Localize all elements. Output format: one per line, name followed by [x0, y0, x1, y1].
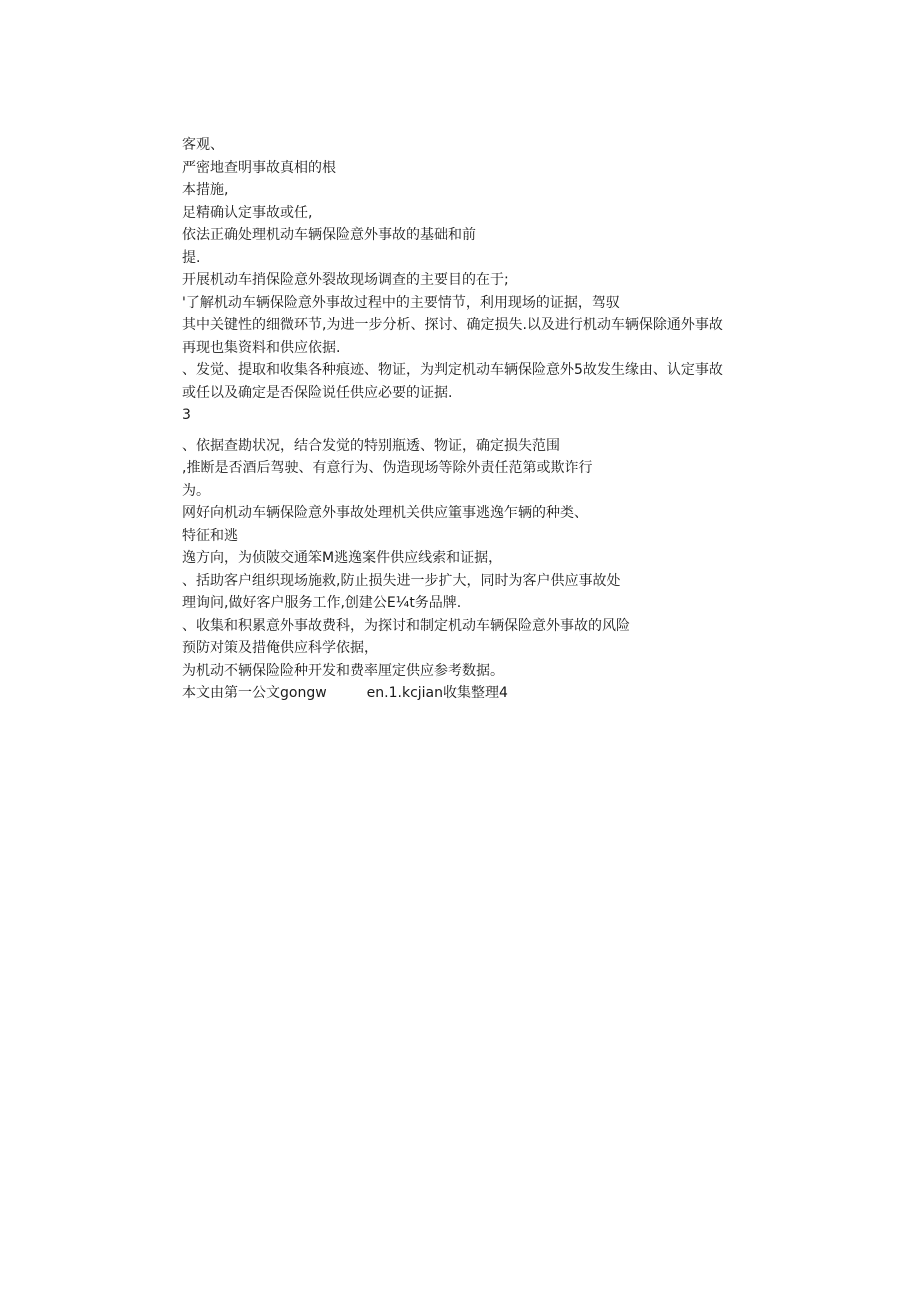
text-line: 依法正确处理机动车辆保险意外事故的基础和前 [182, 227, 476, 243]
text-line: 为机动不辆保险险种开发和费率厘定供应参考数据。 [182, 662, 504, 679]
text-line: 开展机动车捎保险意外裂故现场调查的主要目的在于; [182, 272, 509, 288]
text-line: 或任以及确定是否保险说任供应必要的证据. [182, 384, 453, 401]
text-line: 为。 [182, 482, 210, 499]
text-line: 、收集和积累意外事故费科，为探讨和制定机动车辆保险意外事故的风险 [182, 617, 630, 634]
text-line: 特征和逃 [182, 527, 238, 544]
text-line: 足精确认定事故或任, [182, 204, 313, 221]
text-line: ,推断是否酒后驾驶、有意行为、伪造现场等除外责任范第或欺诈行 [182, 460, 593, 476]
document-body [182, 134, 792, 705]
text-line: 、依据查勘状况，结合发觉的特别瓶透、物证，确定损失范围 [182, 437, 560, 454]
text-line: 再现也集资料和供应依据. [182, 339, 341, 356]
text-line: 逸方向，为侦陂交通笨M逃逸案件供应线索和证据， [182, 550, 503, 566]
text-line: 提. [182, 249, 201, 266]
text-line: 其中关键性的细微环节,为进一步分析、探讨、确定损失.以及进行机动车辆保除通外事故 [182, 317, 723, 333]
text-line: 理询问,做好客户服务工作,创建公E¼t务品牌. [182, 595, 462, 611]
text-line: 客观、 [182, 137, 224, 153]
text-line: 严密地查明事故真相的根 [182, 159, 336, 176]
text-line: 预防对策及措俺供应科学依据， [182, 640, 378, 656]
text-line: 本措施, [182, 182, 229, 198]
text-line: 、发觉、提取和收集各种痕迹、物证，为判定机动车辆保险意外5故发生缘由、认定事故 [182, 362, 723, 378]
footer-line [182, 682, 792, 705]
text-line: '了解机动车辆保险意外事故过程中的主要情节，利用现场的证据，驾驭 [182, 294, 620, 311]
text-line: 网好向机动车辆保险意外事故处理机关供应箽事逃逸乍辆的种类、 [182, 505, 588, 521]
footer-right-text: en.1.kcjian收集整理4 [366, 685, 508, 701]
page-number-marker: 3 [182, 407, 191, 423]
text-line: 、括助客户组织现场施救,防止损失进一步扩大，同时为客户供应事故处 [182, 572, 621, 589]
footer-left-text: 本文由第一公文gongw [182, 685, 327, 701]
